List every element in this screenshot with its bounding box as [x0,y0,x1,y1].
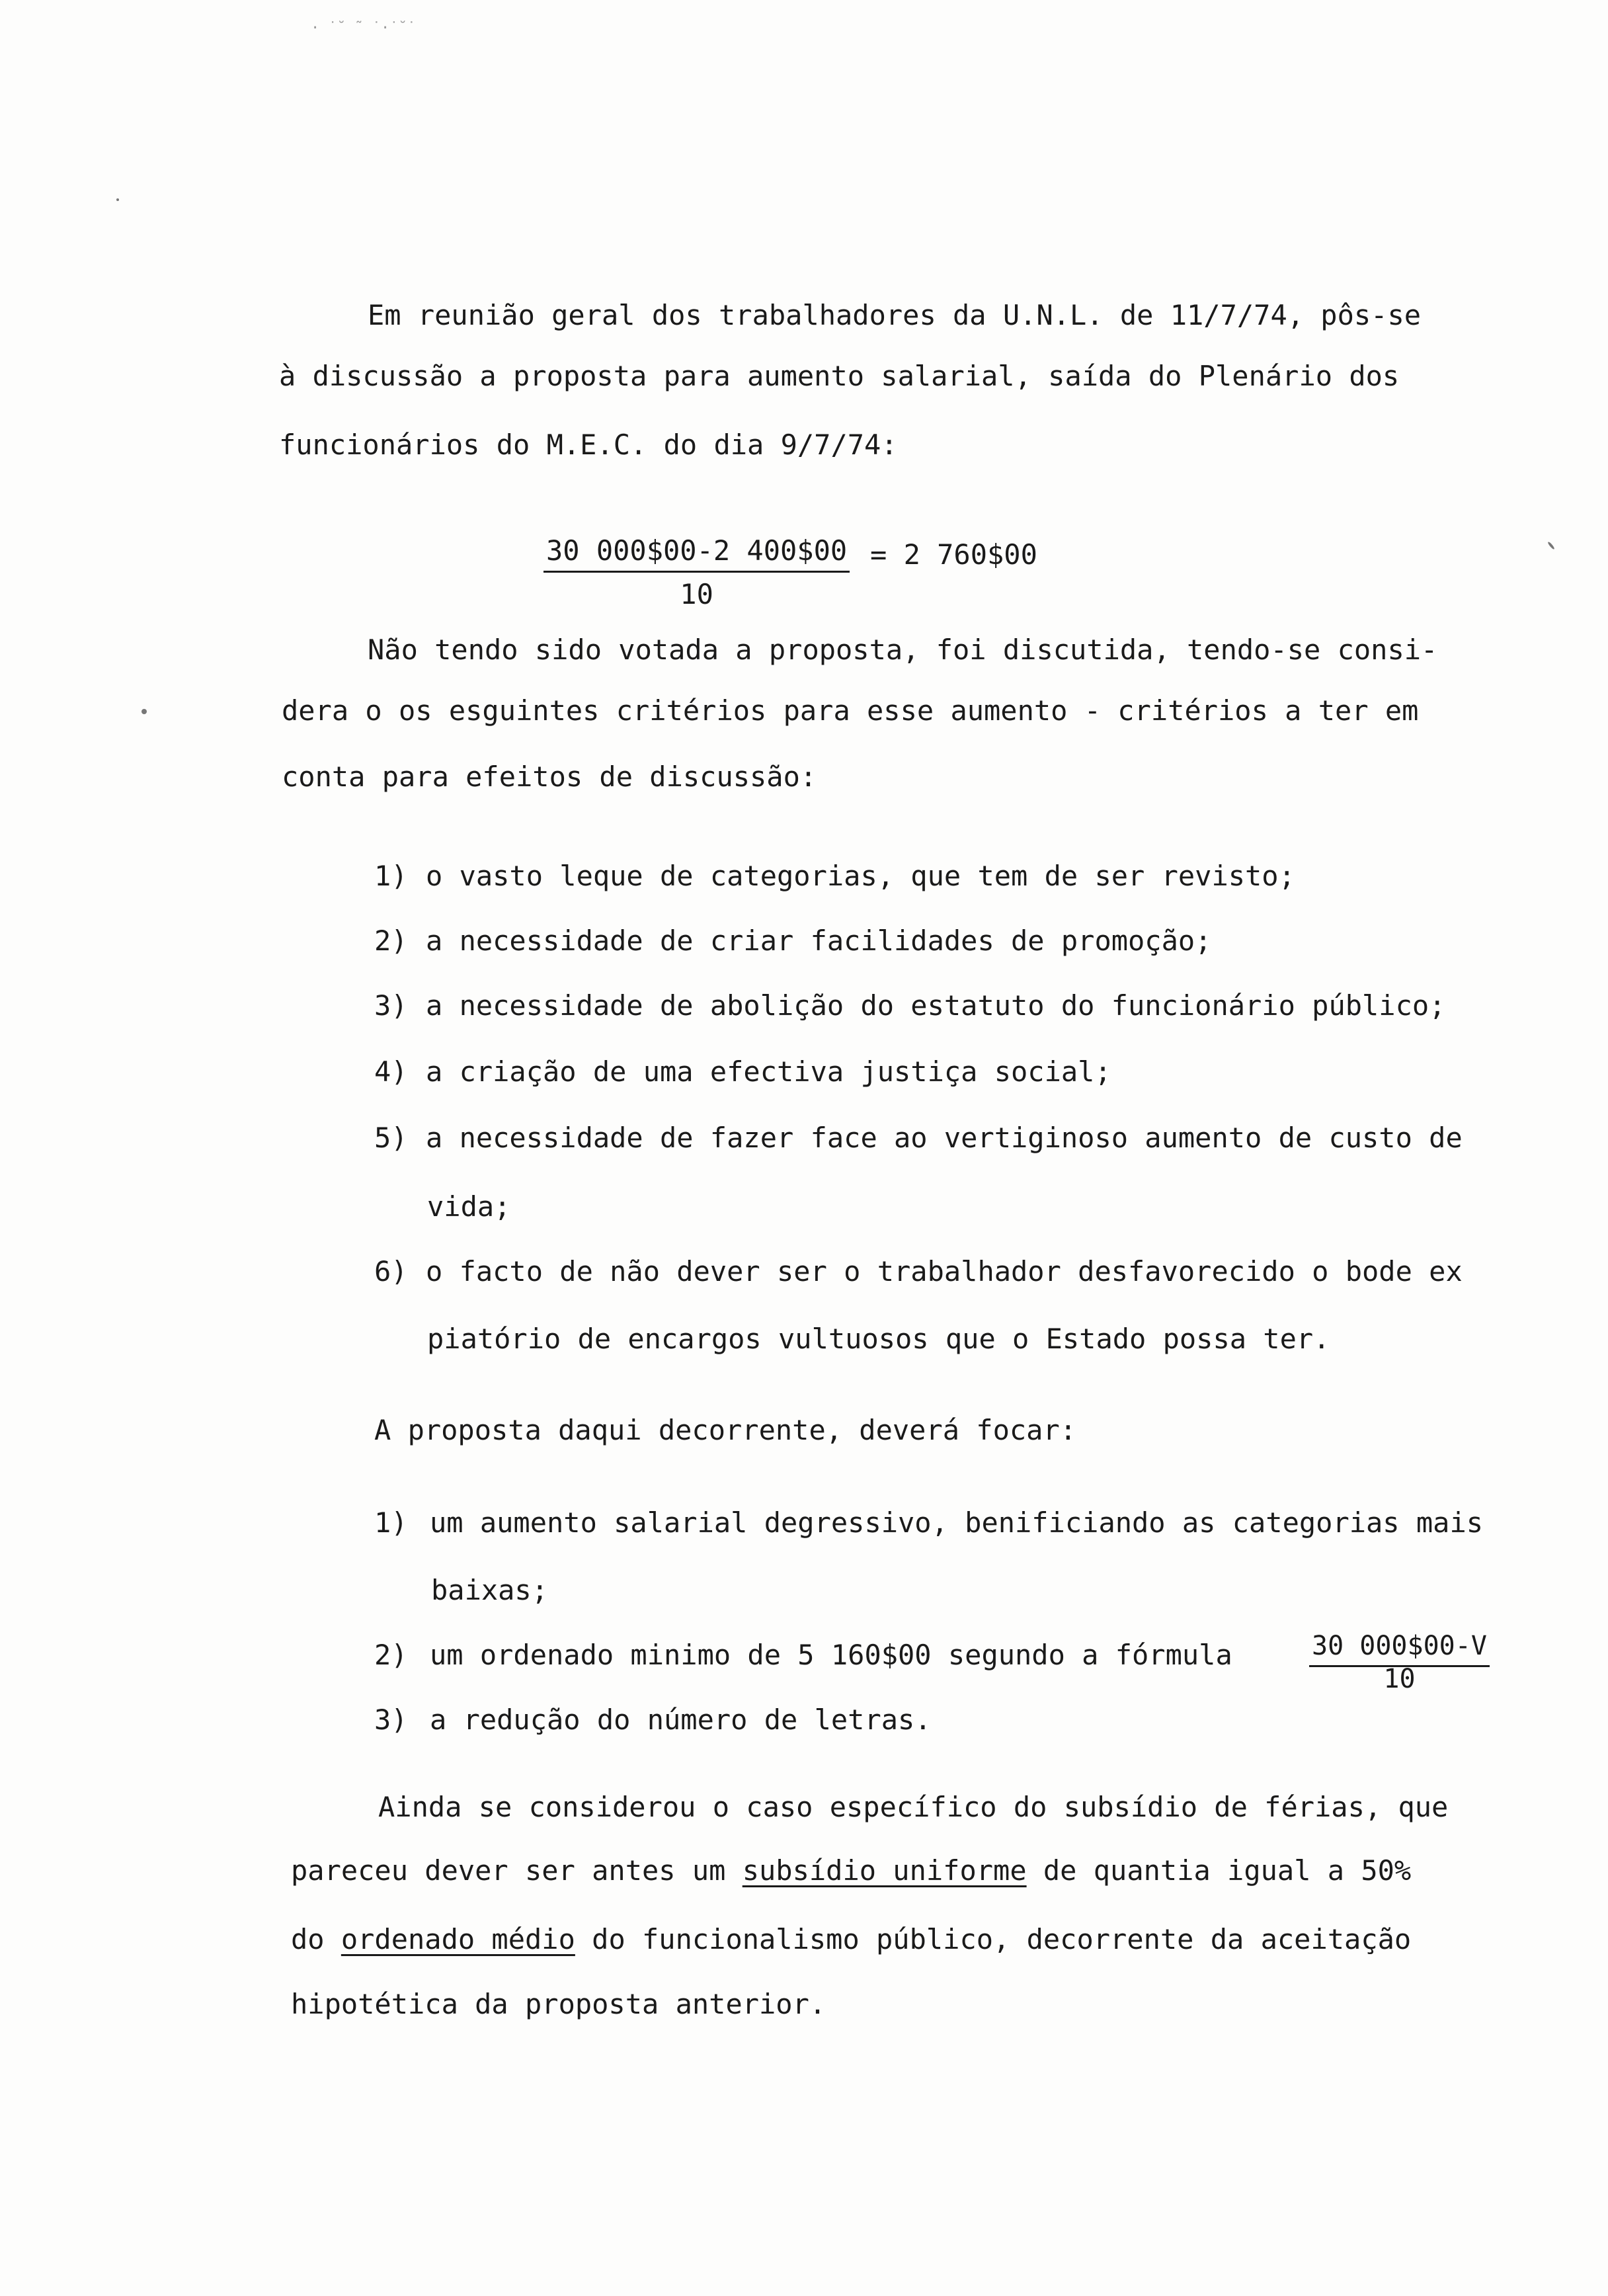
final-paragraph-line4: hipotética da proposta anterior. [291,1988,826,2020]
criteria-text: o facto de não dever ser o trabalhador desfavorecido o bode ex [426,1255,1463,1288]
proposal-formula [1309,1631,1490,1694]
criteria-number: 3) [374,989,408,1022]
paragraph2-line3: conta para efeitos de discussão: [282,760,817,793]
final-line2-pre: pareceu dever ser antes um [291,1854,743,1887]
proposal-text: a redução do número de letras. [430,1703,932,1736]
formula-numerator: 30 000$00-2 400$00 [543,534,850,573]
criteria-number: 6) [374,1255,408,1288]
criteria-text: o vasto leque de categorias, que tem de ser revisto; [426,860,1295,892]
criteria-number: 2) [374,924,408,957]
criteria-text-continued: piatório de encargos vultuosos que o Estado possa ter. [427,1323,1330,1355]
proposal-formula-denominator: 10 [1383,1664,1416,1694]
final-paragraph-line1: Ainda se considerou o caso específico do subsídio de férias, que [378,1791,1449,1823]
criteria-number: 5) [374,1122,408,1154]
criteria-text: a necessidade de fazer face ao vertiginoso aumento de custo de [426,1122,1463,1154]
criteria-number: 1) [374,860,408,892]
final-line3-pre: do [291,1923,341,1955]
formula-denominator: 10 [680,578,713,610]
underlined-uniform-subsidy: subsídio uniforme [742,1854,1027,1887]
proposal-intro: A proposta daqui decorrente, deverá focar: [374,1414,1077,1446]
formula-result: = 2 760$00 [870,538,1037,571]
proposal-number: 2) [374,1639,408,1671]
underlined-average-salary: ordenado médio [341,1923,575,1955]
criteria-text: a necessidade de criar facilidades de promoção; [426,924,1212,957]
criteria-text-continued: vida; [427,1190,511,1223]
paragraph2-line2: dera o os esguintes critérios para esse aumento - critérios a ter em [282,694,1419,727]
criteria-number: 4) [374,1055,408,1088]
proposal-text-continued: baixas; [431,1574,549,1606]
paragraph1-line2: à discussão a proposta para aumento salarial, saída do Plenário dos [279,360,1400,392]
paragraph1-line1: Em reunião geral dos trabalhadores da U.N.L. de 11/7/74, pôs-se [368,299,1422,331]
final-line3-post: do funcionalismo público, decorrente da aceitação [575,1923,1412,1955]
scan-smudge: · ˙˘ ˜ ˙·˙˘˙ [311,20,416,36]
formula-fraction [543,534,850,610]
scan-speck [1547,541,1555,550]
criteria-text: a criação de uma efectiva justiça social; [426,1055,1111,1088]
proposal-number: 3) [374,1703,408,1736]
proposal-text: um aumento salarial degressivo, benificiando as categorias mais [430,1506,1484,1539]
final-line2-post: de quantia igual a 50% [1026,1854,1412,1887]
paragraph2-line1: Não tendo sido votada a proposta, foi discutida, tendo-se consi- [368,634,1438,666]
proposal-text: um ordenado minimo de 5 160$00 segundo a fórmula [430,1639,1232,1671]
criteria-text: a necessidade de abolição do estatuto do funcionário público; [426,989,1446,1022]
final-paragraph-line2 [291,1854,1412,1887]
final-paragraph-line3 [291,1923,1412,1955]
scan-speck [116,198,119,201]
paragraph1-line3: funcionários do M.E.C. do dia 9/7/74: [279,429,898,461]
scan-speck [141,709,147,714]
proposal-formula-numerator: 30 000$00-V [1309,1631,1490,1667]
proposal-number: 1) [374,1506,408,1539]
